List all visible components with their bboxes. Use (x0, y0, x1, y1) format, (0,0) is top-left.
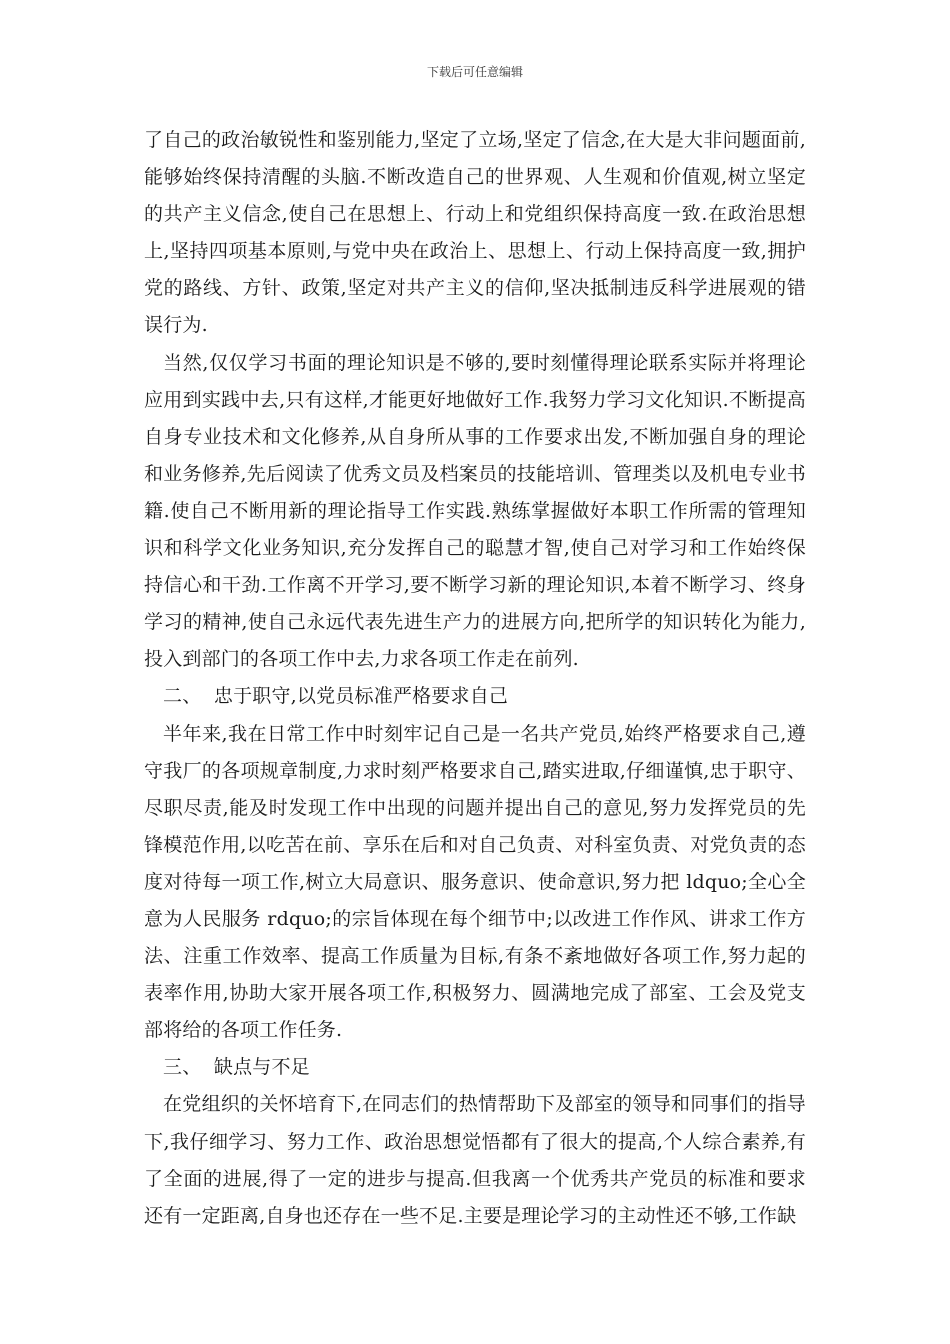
page-header: 下载后可任意编辑 (426, 65, 523, 79)
document-body (144, 122, 806, 1235)
paragraph-theory-practice: 当然,仅仅学习书面的理论知识是不够的,要时刻懂得理论联系实际并将理论应用到实践中去,只有这样,才能更好地做好工作.我努力学习文化知识.不断提高自身专业技术和文化修养,从自身所从事的工作要求出发,不断加强自身的理论和业务修养,先后阅读了优秀文员及档案员的技能培训、管理类以及机电专业书籍.使自己不断用新的理论指导工作实践.熟练掌握做好本职工作所需的管理知识和科学文化业务知识,充分发挥自己的聪慧才智,使自己对学习和工作始终保持信心和干劲.工作离不开学习,要不断学习新的理论知识,本着不断学习、终身学习的精神,使自己永远代表先进生产力的进展方向,把所学的知识转化为能力,投入到部门的各项工作中去,力求各项工作走在前列. (144, 351, 806, 671)
section-heading-three: 三、 缺点与不足 (163, 1056, 310, 1079)
paragraph-shortcomings: 在党组织的关怀培育下,在同志们的热情帮助下及部室的领导和同事们的指导下,我仔细学习、努力工作、政治思想觉悟都有了很大的提高,个人综合素养,有了全面的进展,得了一定的进步与提高.但我离一个优秀共产党员的标准和要求还有一定距离,自身也还存在一些不足.主要是理论学习的主动性还不够,工作缺 (144, 1093, 806, 1227)
paragraph-duty: 半年来,我在日常工作中时刻牢记自己是一名共产党员,始终严格要求自己,遵守我厂的各项规章制度,力求时刻严格要求自己,踏实进取,仔细谨慎,忠于职守、尽职尽责,能及时发现工作中出现的问题并提出自己的意见,努力发挥党员的先锋模范作用,以吃苦在前、享乐在后和对自己负责、对科室负责、对党负责的态度对待每一项工作,树立大局意识、服务意识、使命意识,努力把 ldquo;全心全意为人民服务 rdquo;的宗旨体现在每个细节中;以改进工作作风、讲求工作方法、注重工作效率、提高工作质量为目标,有条不紊地做好各项工作,努力起的表率作用,协助大家开展各项工作,积极努力、圆满地完成了部室、工会及党支部将给的各项工作任务. (144, 722, 806, 1042)
paragraph-continuation: 了自己的政治敏锐性和鉴别能力,坚定了立场,坚定了信念,在大是大非问题面前,能够始终保持清醒的头脑.不断改造自己的世界观、人生观和价值观,树立坚定的共产主义信念,使自己在思想上、行动上和党组织保持高度一致.在政治思想上,坚持四项基本原则,与党中央在政治上、思想上、行动上保持高度一致,拥护党的路线、方针、政策,坚定对共产主义的信仰,坚决抵制违反科学进展观的错误行为. (144, 129, 806, 337)
section-heading-two: 二、 忠于职守,以党员标准严格要求自己 (163, 685, 509, 708)
